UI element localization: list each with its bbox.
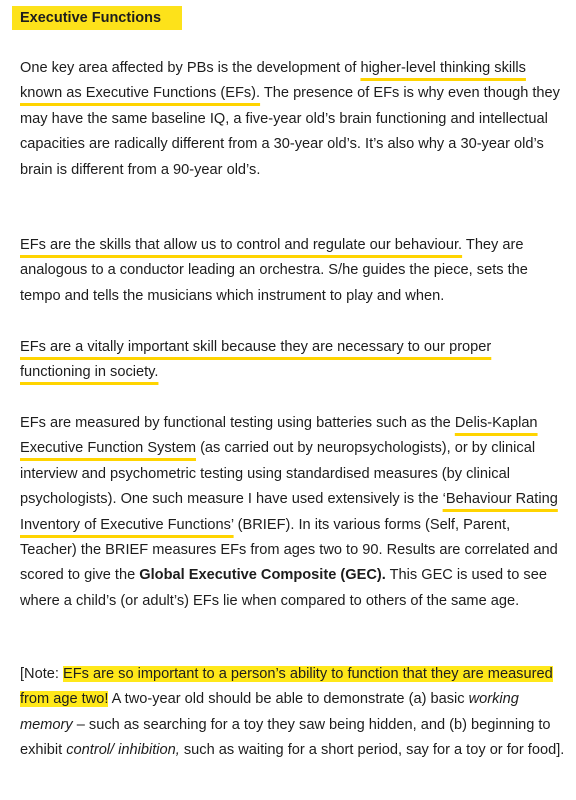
highlight-age-two: EFs are so important to a person’s ability to function that they are measured from age two! <box>20 666 553 708</box>
highlight-efs-skills: EFs are the skills that allow us to control and regulate our behaviour. <box>20 237 463 253</box>
note-text-end: such as waiting for a short period, say for a toy or for food]. <box>179 742 565 759</box>
note-text-mid: A two-year old should be able to demonstrate (a) basic <box>108 691 469 708</box>
inhibition-term: control/ inhibition, <box>66 742 180 759</box>
paragraph-note <box>20 662 565 764</box>
highlight-efs-definition: higher-level thinking skills known as Executive Functions (EFs). <box>20 60 526 102</box>
measurement-text-start: EFs are measured by functional testing using batteries such as the <box>20 415 455 431</box>
section-heading: Executive Functions <box>12 6 182 30</box>
working-memory-term: working memory <box>20 691 519 733</box>
paragraph-importance <box>20 335 565 386</box>
intro-text-start: One key area affected by PBs is the development of <box>20 60 361 76</box>
paragraph-skills <box>20 233 565 309</box>
measurement-text-mid: (as carried out by neuropsychologists), or by clinical interview and psychometric testing using standardised measures (by clinical psychologists). One such measure I have used extensively is the <box>20 440 536 508</box>
intro-text-rest: The presence of EFs is why even though they may have the same baseline IQ, a five-year old’s brain functioning and intellectual capacities are radically different from a 30-year old’s. It’s also why a 30-year old’s brain is different from a 90-year old’s. <box>20 85 560 178</box>
note-prefix: [Note: <box>20 666 63 682</box>
paragraph-intro <box>20 56 565 183</box>
measurement-text-end: This GEC is used to see where a child’s (or adult’s) EFs lie when compared to others of the same age. <box>20 567 547 609</box>
gec-bold-term: Global Executive Composite (GEC). <box>139 567 386 584</box>
measurement-text-brief: (BRIEF). In its various forms (Self, Parent, Teacher) the BRIEF measures EFs from ages two to 90. Results are correlated and scored to give the <box>20 516 558 584</box>
skills-text-rest: They are analogous to a conductor leading an orchestra. S/he guides the piece, sets the tempo and tells the musicians which instrument to play and when. <box>20 237 528 304</box>
highlight-delis-kaplan: Delis-Kaplan Executive Function System <box>20 415 538 457</box>
note-text-mid2: – such as searching for a toy they saw being hidden, and (b) beginning to exhibit <box>20 716 551 759</box>
highlight-efs-importance: EFs are a vitally important skill because they are necessary to our proper functioning in society. <box>20 339 492 381</box>
paragraph-measurement <box>20 411 565 614</box>
highlight-brief: ‘Behaviour Rating Inventory of Executive Functions’ <box>20 491 558 533</box>
